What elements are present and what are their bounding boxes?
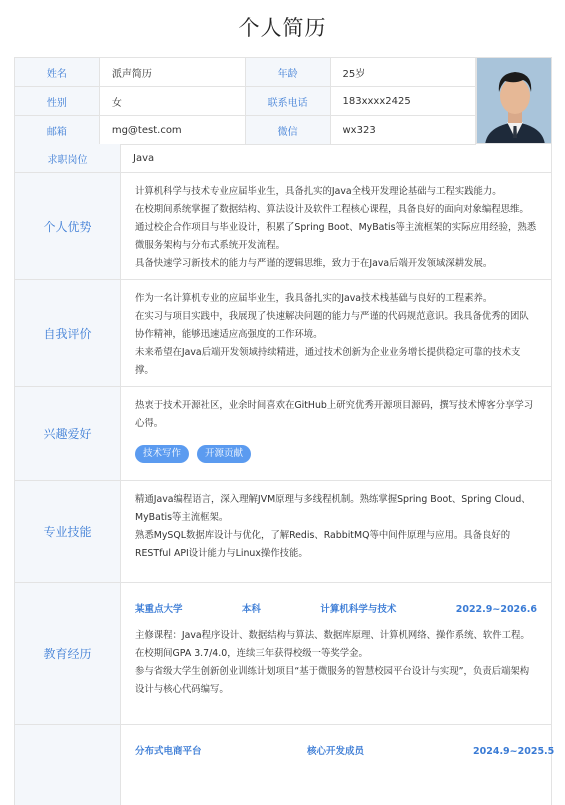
education-label: 教育经历 [15,583,121,724]
hobby-tags [135,445,537,463]
avatar [476,57,552,144]
wechat-value: wx323 [330,116,476,145]
degree: 本科 [241,604,261,615]
evaluation-label: 自我评价 [15,280,121,386]
skills-line: 熟悉MySQL数据库设计与优化，了解Redis、RabbitMQ等中间件原理与应用。具备良好的RESTful API设计能力与Linux操作技能。 [135,530,511,559]
job-value: Java [133,152,155,164]
hobby-tag: 技术写作 [135,445,189,463]
basic-info-table [14,57,476,145]
job-label: 求职岗位 [15,144,121,172]
section-project [14,725,555,805]
section-hobby [14,387,552,481]
job-row [14,144,552,173]
project-role: 核心开发成员 [307,746,365,757]
age-label: 年龄 [245,58,330,87]
project-period: 2024.9~2025.5 [473,746,555,757]
section-education [14,583,552,725]
evaluation-line: 在实习与项目实践中，我展现了快速解决问题的能力与严谨的代码规范意识。我具备优秀的团队协作精神，能够迅速适应高强度的工作环境。 [135,311,529,340]
section-advantage [14,173,552,280]
phone-value: 183xxxx2425 [330,87,476,116]
advantage-line: 在校期间系统掌握了数据结构、算法设计及软件工程核心课程，具备良好的面向对象编程思维。通过校企合作项目与毕业设计，积累了Spring Boot、MyBatis等主流框架的实际应用经验，熟悉微服务架构与分布式系统开发流程。 [135,204,537,251]
school-name: 某重点大学 [135,604,183,615]
skills-line: 精通Java编程语言，深入理解JVM原理与多线程机制。熟练掌握Spring Boot、Spring Cloud、MyBatis等主流框架。 [135,494,531,523]
section-evaluation [14,280,552,387]
name-label: 姓名 [15,58,100,87]
evaluation-line: 未来希望在Java后端开发领域持续精进，通过技术创新为企业业务增长提供稳定可靠的技术支撑。 [135,347,521,376]
avatar-photo [477,58,552,144]
phone-label: 联系电话 [245,87,330,116]
education-header [135,601,537,619]
major: 计算机科学与技术 [320,604,397,615]
education-line: 主修课程：Java程序设计、数据结构与算法、数据库原理、计算机网络、操作系统、软件工程。在校期间GPA 3.7/4.0，连续三年获得校级一等奖学金。 [135,630,530,659]
hobby-tag: 开源贡献 [197,445,251,463]
hobby-text: 热衷于技术开源社区，业余时间喜欢在GitHub上研究优秀开源项目源码，撰写技术博客分享学习心得。 [135,400,534,429]
evaluation-line: 作为一名计算机专业的应届毕业生，我具备扎实的Java技术栈基础与良好的工程素养。 [135,293,493,304]
gender-label: 性别 [15,87,100,116]
email-label: 邮箱 [15,116,100,145]
advantage-line: 具备快速学习新技术的能力与严谨的逻辑思维，致力于在Java后端开发领域深耕发展。 [135,258,493,269]
project-name: 分布式电商平台 [135,746,202,757]
wechat-label: 微信 [245,116,330,145]
education-period: 2022.9~2026.6 [455,604,537,615]
advantage-label: 个人优势 [15,173,121,279]
name-value: 派声简历 [99,58,245,87]
gender-value: 女 [99,87,245,116]
email-value: mg@test.com [99,116,245,145]
section-skills [14,481,552,583]
age-value: 25岁 [330,58,476,87]
education-line: 参与省级大学生创新创业训练计划项目“基于微服务的智慧校园平台设计与实现”，负责后端架构设计与核心代码编写。 [135,666,530,695]
hobby-label: 兴趣爱好 [15,387,121,480]
project-label [15,725,121,805]
advantage-line: 计算机科学与技术专业应届毕业生，具备扎实的Java全栈开发理论基础与工程实践能力。 [135,186,502,197]
skills-label: 专业技能 [15,481,121,582]
page-title: 个人简历 [238,16,327,40]
project-header [135,743,554,761]
